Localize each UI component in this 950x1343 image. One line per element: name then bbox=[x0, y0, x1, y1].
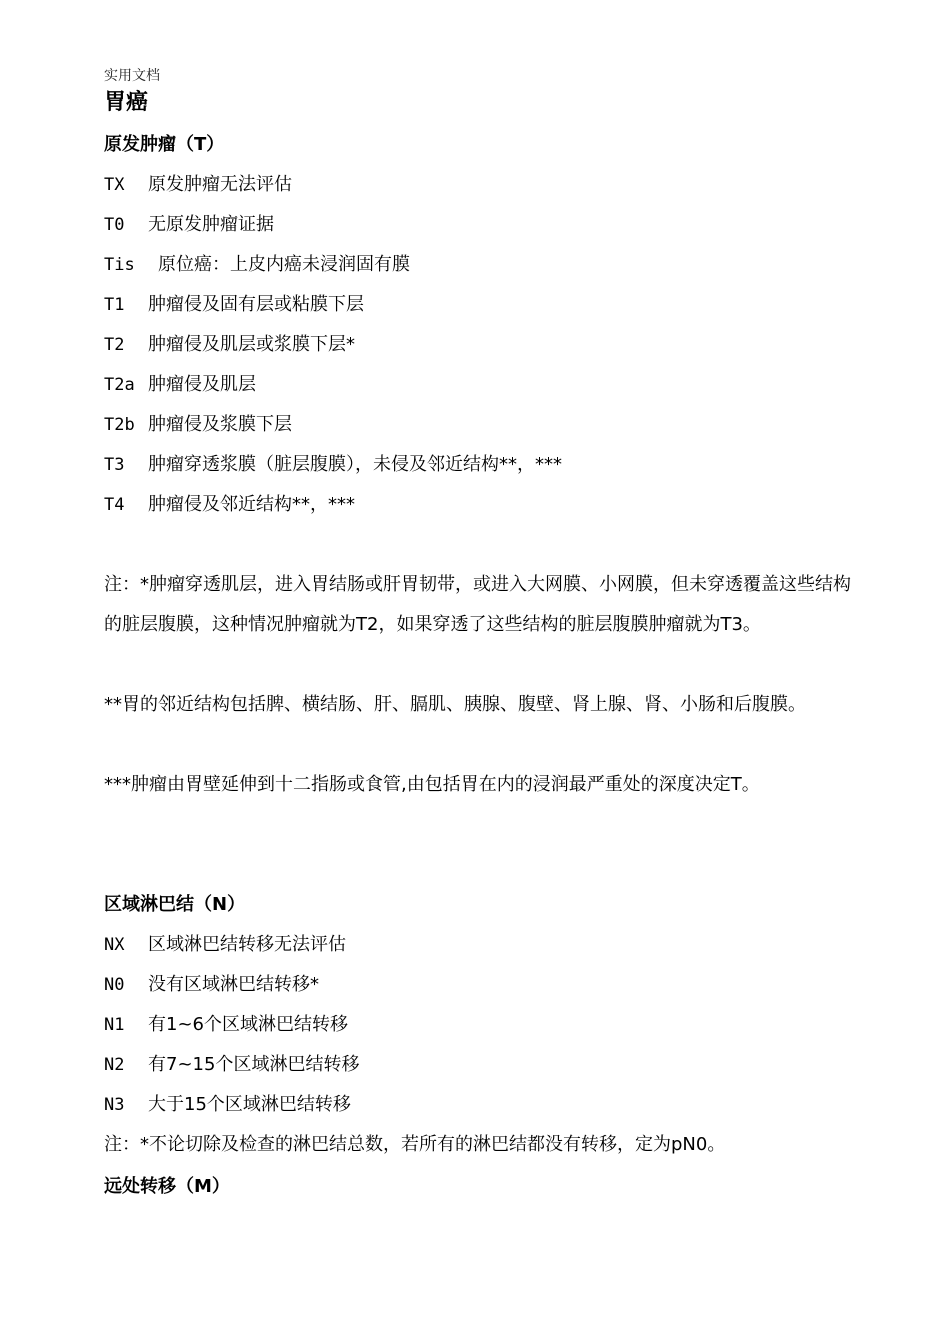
t-desc: 原位癌：上皮内癌未浸润固有膜 bbox=[158, 254, 410, 275]
page-title: 胃癌 bbox=[104, 90, 149, 115]
t-row-t2b bbox=[104, 413, 292, 437]
t-desc: 原发肿瘤无法评估 bbox=[148, 174, 292, 195]
section-heading-regional-nodes: 区域淋巴结（N） bbox=[104, 894, 246, 915]
t-note-2: **胃的邻近结构包括脾、横结肠、肝、膈肌、胰腺、腹壁、肾上腺、肾、小肠和后腹膜。 bbox=[104, 694, 806, 715]
section-heading-primary-tumor: 原发肿瘤（T） bbox=[104, 134, 225, 155]
n-desc: 区域淋巴结转移无法评估 bbox=[148, 934, 346, 955]
t-row-t3 bbox=[104, 453, 562, 477]
n-code: NX bbox=[104, 935, 125, 955]
t-code: TX bbox=[104, 175, 125, 195]
t-desc: 无原发肿瘤证据 bbox=[148, 214, 274, 235]
n-code: N1 bbox=[104, 1015, 125, 1035]
n-row-n3 bbox=[104, 1093, 351, 1117]
n-desc: 大于15个区域淋巴结转移 bbox=[148, 1094, 351, 1115]
n-row-nx bbox=[104, 933, 346, 957]
t-row-t2 bbox=[104, 333, 355, 357]
t-note-1: 注：*肿瘤穿透肌层，进入胃结肠或肝胃韧带，或进入大网膜、小网膜，但未穿透覆盖这些结构的脏层腹膜，这种情况肿瘤就为T2，如果穿透了这些结构的脏层腹膜肿瘤就为T3。 bbox=[104, 574, 851, 635]
n-row-n0 bbox=[104, 973, 319, 997]
document-header-label: 实用文档 bbox=[104, 68, 160, 84]
t-row-t4 bbox=[104, 493, 355, 517]
t-code: Tis bbox=[104, 255, 135, 275]
t-code: T2 bbox=[104, 335, 125, 355]
n-note: 注：*不论切除及检查的淋巴结总数，若所有的淋巴结都没有转移，定为pN0。 bbox=[104, 1134, 726, 1155]
t-desc: 肿瘤侵及肌层 bbox=[148, 374, 256, 395]
n-row-n1 bbox=[104, 1013, 348, 1037]
t-desc: 肿瘤侵及肌层或浆膜下层* bbox=[148, 334, 355, 355]
t-row-t1 bbox=[104, 293, 364, 317]
t-code: T1 bbox=[104, 295, 125, 315]
t-code: T0 bbox=[104, 215, 125, 235]
n-code: N0 bbox=[104, 975, 125, 995]
t-desc: 肿瘤穿透浆膜（脏层腹膜），未侵及邻近结构**，*** bbox=[148, 454, 562, 475]
t-code: T3 bbox=[104, 455, 125, 475]
t-desc: 肿瘤侵及固有层或粘膜下层 bbox=[148, 294, 364, 315]
t-row-t2a bbox=[104, 373, 256, 397]
n-desc: 有1~6个区域淋巴结转移 bbox=[148, 1014, 348, 1035]
n-row-n2 bbox=[104, 1053, 359, 1077]
n-code: N3 bbox=[104, 1095, 125, 1115]
t-code: T2b bbox=[104, 415, 135, 435]
t-row-tx bbox=[104, 173, 292, 197]
t-desc: 肿瘤侵及浆膜下层 bbox=[148, 414, 292, 435]
t-row-t0 bbox=[104, 213, 274, 237]
t-desc: 肿瘤侵及邻近结构**，*** bbox=[148, 494, 355, 515]
section-heading-distant-metastasis: 远处转移（M） bbox=[104, 1176, 230, 1197]
n-code: N2 bbox=[104, 1055, 125, 1075]
t-code: T4 bbox=[104, 495, 125, 515]
t-row-tis bbox=[104, 253, 410, 277]
t-code: T2a bbox=[104, 375, 135, 395]
n-desc: 有7~15个区域淋巴结转移 bbox=[148, 1054, 360, 1075]
t-note-3: ***肿瘤由胃壁延伸到十二指肠或食管,由包括胃在内的浸润最严重处的深度决定T。 bbox=[104, 774, 760, 795]
n-desc: 没有区域淋巴结转移* bbox=[148, 974, 319, 995]
